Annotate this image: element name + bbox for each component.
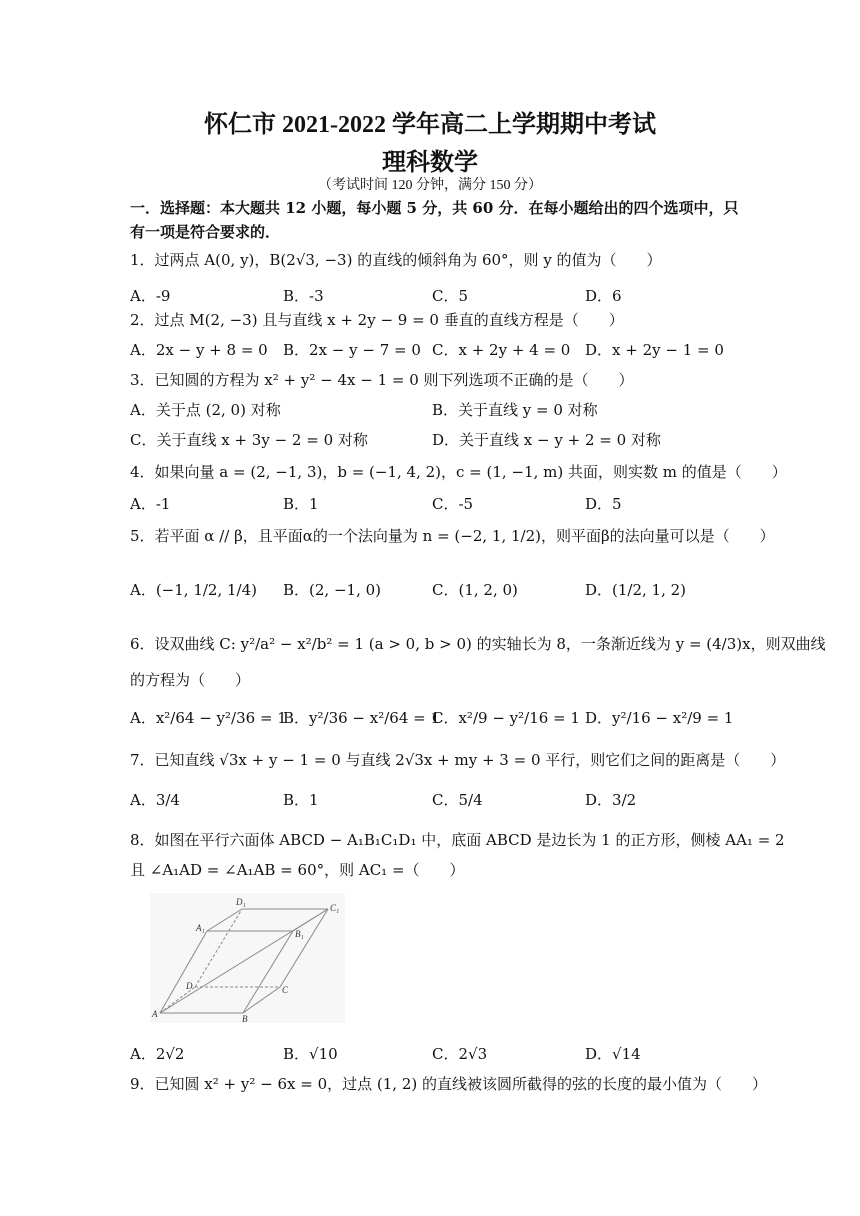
edge-cc1 [280, 909, 328, 987]
question-4-stem: 4．如果向量 a = (2, −1, 3)，b = (−1, 4, 2)，c = (1, −1, m) 共面，则实数 m 的值是（ ） [130, 463, 787, 481]
question-1-stem: 1．过两点 A(0, y)，B(2√3, −3) 的直线的倾斜角为 60°，则 y 的值为（ ） [130, 251, 662, 269]
question-9-stem: 9．已知圆 x² + y² − 6x = 0，过点 (1, 2) 的直线被该圆所截得的弦的长度的最小值为（ ） [130, 1075, 767, 1093]
exam-title: 怀仁市 2021-2022 学年高二上学期期中考试 [204, 112, 656, 138]
parallelepiped-figure [150, 893, 345, 1023]
q6-option-d: D．y²/16 − x²/9 = 1 [585, 709, 734, 727]
exam-subject: 理科数学 [382, 150, 478, 176]
q4-option-a: A．-1 [130, 495, 171, 513]
q2-option-c: C．x + 2y + 4 = 0 [432, 341, 571, 359]
parallelepiped-diagram [150, 893, 345, 1023]
q5-option-c: C．(1, 2, 0) [432, 581, 518, 599]
q3-option-a: A．关于点 (2, 0) 对称 [130, 401, 281, 419]
q8-option-b: B．√10 [283, 1045, 338, 1063]
q6-option-c: C．x²/9 − y²/16 = 1 [432, 709, 580, 727]
question-8-stem-line1: 8．如图在平行六面体 ABCD − A₁B₁C₁D₁ 中，底面 ABCD 是边长为 1 的正方形，侧棱 AA₁ = 2 [130, 831, 785, 849]
question-7-stem: 7．已知直线 √3x + y − 1 = 0 与直线 2√3x + my + 3 = 0 平行，则它们之间的距离是（ ） [130, 751, 786, 769]
q4-option-d: D．5 [585, 495, 622, 513]
label-c: C [282, 985, 289, 995]
label-d: D [186, 981, 193, 991]
q3-option-c: C．关于直线 x + 3y − 2 = 0 对称 [130, 431, 368, 449]
label-d1: D₁ [236, 897, 246, 907]
q7-option-c: C．5/4 [432, 791, 483, 809]
q3-option-d: D．关于直线 x − y + 2 = 0 对称 [432, 431, 661, 449]
q8-option-c: C．2√3 [432, 1045, 488, 1063]
section-heading-line2: 有一项是符合要求的． [130, 223, 281, 241]
q4-option-b: B．1 [283, 495, 319, 513]
diagonal-ac1 [160, 909, 328, 1013]
q7-option-a: A．3/4 [130, 791, 180, 809]
q6-option-a: A．x²/64 − y²/36 = 1 [130, 709, 287, 727]
label-c1: C₁ [330, 903, 340, 913]
q3-option-b: B．关于直线 y = 0 对称 [432, 401, 598, 419]
edge-bb1 [243, 931, 293, 1013]
q6-option-b: B．y²/36 − x²/64 = 1 [283, 709, 441, 727]
q8-option-a: A．2√2 [130, 1045, 185, 1063]
label-a: A [152, 1009, 158, 1019]
q1-option-d: D．6 [585, 287, 622, 305]
question-8-stem-line2: 且 ∠A₁AD = ∠A₁AB = 60°，则 AC₁ =（ ） [130, 861, 465, 879]
question-6-stem-line1: 6．设双曲线 C: y²/a² − x²/b² = 1 (a > 0, b > 0) 的实轴长为 8，一条渐近线为 y = (4/3)x，则双曲线 [130, 635, 826, 653]
question-5-stem: 5．若平面 α // β，且平面α的一个法向量为 n = (−2, 1, 1/2)，则平面β的法向量可以是（ ） [130, 527, 775, 545]
q1-option-c: C．5 [432, 287, 469, 305]
edge-a1d1 [207, 909, 242, 931]
label-b: B [242, 1014, 248, 1023]
q8-option-d: D．√14 [585, 1045, 641, 1063]
section-heading-line1: 一．选择题：本大题共 12 小题，每小题 5 分，共 60 分．在每小题给出的四个选项中，只 [130, 199, 739, 217]
label-a1: A₁ [196, 923, 205, 933]
q5-option-b: B．(2, −1, 0) [283, 581, 381, 599]
q7-option-b: B．1 [283, 791, 319, 809]
question-2-stem: 2．过点 M(2, −3) 且与直线 x + 2y − 9 = 0 垂直的直线方程是（ ） [130, 311, 624, 329]
q5-option-d: D．(1/2, 1, 2) [585, 581, 687, 599]
edge-aa1 [160, 931, 207, 1013]
q1-option-a: A．-9 [130, 287, 171, 305]
label-b1: B₁ [295, 929, 304, 939]
exam-note: （考试时间 120 分钟，满分 150 分） [318, 178, 542, 193]
q2-option-d: D．x + 2y − 1 = 0 [585, 341, 724, 359]
question-3-stem: 3．已知圆的方程为 x² + y² − 4x − 1 = 0 则下列选项不正确的是（ ） [130, 371, 634, 389]
question-6-stem-line2: 的方程为（ ） [130, 671, 251, 689]
q2-option-a: A．2x − y + 8 = 0 [130, 341, 268, 359]
q5-option-a: A．(−1, 1/2, 1/4) [130, 581, 258, 599]
q7-option-d: D．3/2 [585, 791, 637, 809]
edge-dd1 [195, 909, 242, 987]
q4-option-c: C．-5 [432, 495, 474, 513]
q1-option-b: B．-3 [283, 287, 324, 305]
edge-bc [243, 987, 280, 1013]
q2-option-b: B．2x − y − 7 = 0 [283, 341, 421, 359]
